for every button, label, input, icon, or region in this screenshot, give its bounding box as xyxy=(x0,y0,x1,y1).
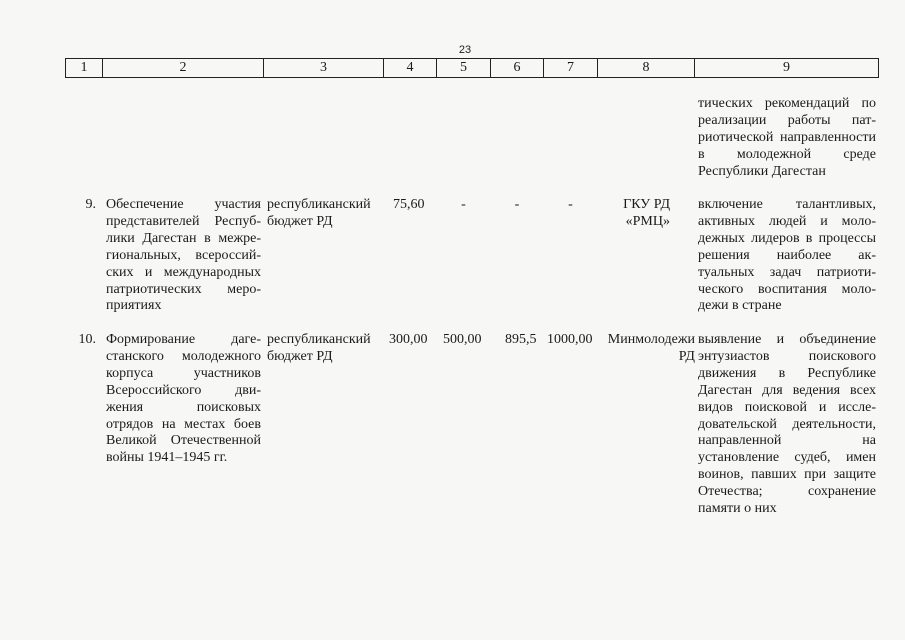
row-9-col5-value: - xyxy=(461,197,466,212)
column-header-1: 1 xyxy=(80,60,88,75)
row-10-executor xyxy=(600,332,696,366)
row-9-col7-value: - xyxy=(568,197,573,212)
column-header-2: 2 xyxy=(179,60,187,75)
row-10-col4-value: 300,00 xyxy=(389,332,428,347)
row-9-executor: ГКУ РД «РМЦ» xyxy=(623,197,670,229)
column-header-4: 4 xyxy=(406,60,414,75)
header-divider-9 xyxy=(878,58,879,78)
row-9-funding-source: республиканский бюджет РД xyxy=(267,197,371,229)
row-10-col6-value: 895,5 xyxy=(505,332,537,347)
continuation-result: тических рекомендаций по реализации работы патриотической направленности в молодежной среде Республики Дагестан xyxy=(698,96,876,179)
row-10-col7-value: 1000,00 xyxy=(547,332,593,347)
column-header-8: 8 xyxy=(642,60,650,75)
row-9-activity: Обеспечение участия представителей Республики Дагестан в межрегиональных, всероссийских и международных патриотических мероприятиях xyxy=(106,197,261,314)
row-10-col5-value: 500,00 xyxy=(443,332,482,347)
header-top-border xyxy=(65,58,879,59)
column-header-7: 7 xyxy=(567,60,574,75)
row-10-executor-text: Минмолодежи РД xyxy=(607,332,695,364)
row-10-activity: Формирование дагестанского молодежного корпуса участников Всероссийского движения поисковых отрядов на местах боев Великой Отечественной войны 1941–1945 гг. xyxy=(106,332,261,466)
row-10-number: 10. xyxy=(78,332,96,347)
column-header-5: 5 xyxy=(460,60,467,75)
row-9-col4-value: 75,60 xyxy=(393,197,425,212)
row-9-col6-value: - xyxy=(514,197,520,212)
page-number: 23 xyxy=(458,44,472,56)
row-9-result: включение талантливых, активных людей и молодежных лидеров в процессы решения наиболее актуальных задач патриотического воспитания молодежи в стране xyxy=(698,197,876,314)
row-10-funding-source: республиканский бюджет РД xyxy=(267,332,371,364)
row-10-result: выявление и объединение энтузиастов поискового движения в Республике Дагестан для ведения всех видов поисковой и исследовательской деятельности, направленной на установление судеб, имен воинов, павших при защите Отечества; сохранение памяти о них xyxy=(698,332,876,517)
row-9-number: 9. xyxy=(85,197,96,212)
column-header-3: 3 xyxy=(320,60,327,75)
column-header-6: 6 xyxy=(513,60,521,75)
column-header-9: 9 xyxy=(783,60,790,75)
header-bottom-border xyxy=(65,77,879,78)
